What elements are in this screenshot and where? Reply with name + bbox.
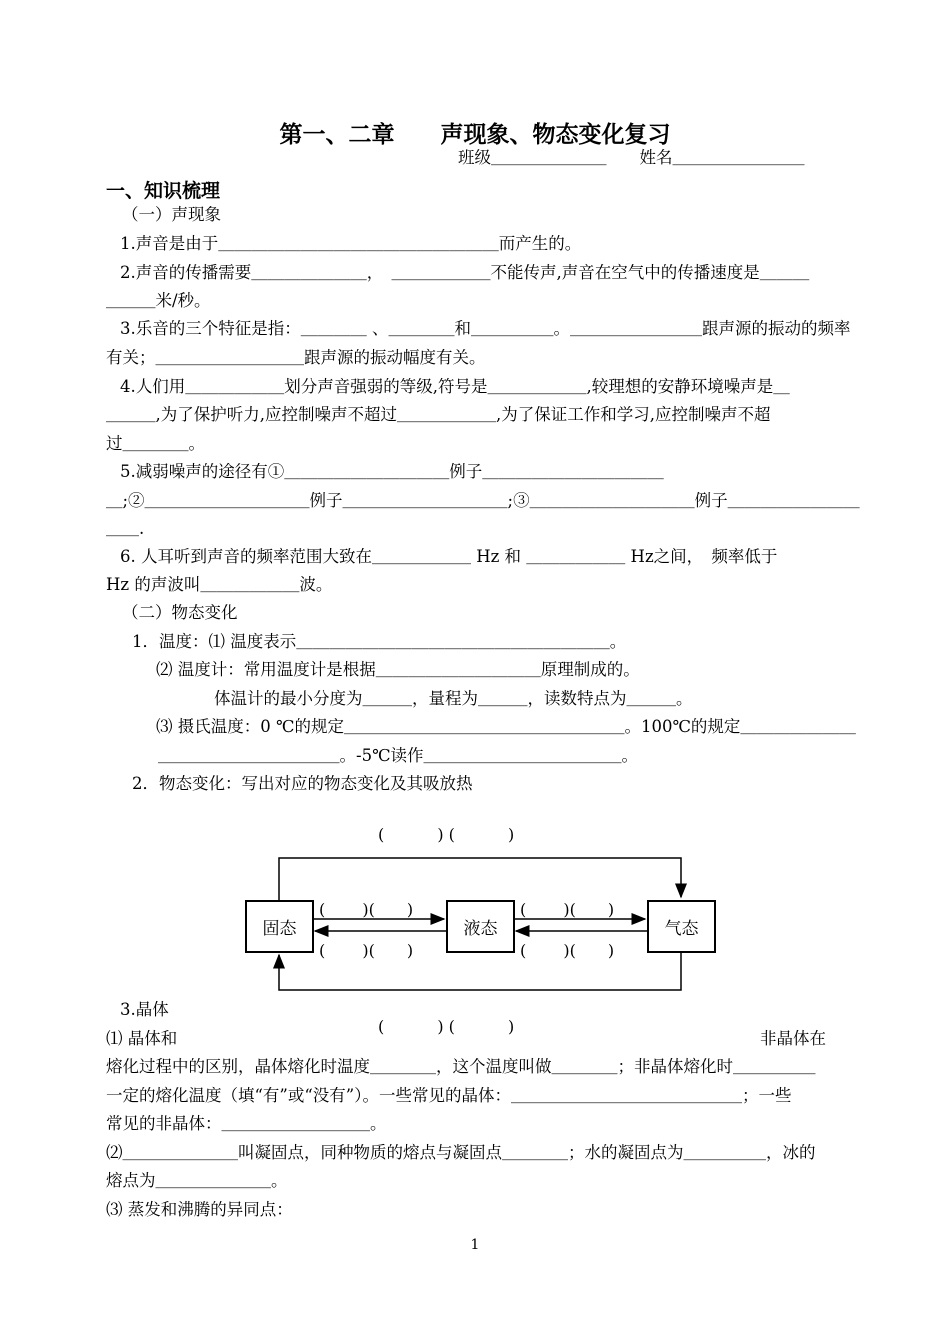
question-5-line3: ＿＿. <box>106 519 145 538</box>
crystal-line-4: 常见的非晶体：＿＿＿＿＿＿＿＿＿。 <box>106 1114 387 1133</box>
question-5-line1: 5.减弱噪声的途径有①＿＿＿＿＿＿＿＿＿＿例子＿＿＿＿＿＿＿＿＿＿＿ <box>120 462 664 481</box>
subsection-sound: （一）声现象 <box>122 205 221 224</box>
section-heading: 一、知识梳理 <box>106 180 221 202</box>
question-4-line3: 过＿＿＿＿。 <box>106 434 205 453</box>
page-title: 第一、二章 声现象、物态变化复习 <box>279 122 671 148</box>
temperature-1: 1．温度：⑴ 温度表示＿＿＿＿＿＿＿＿＿＿＿＿＿＿＿＿＿＿＿。 <box>132 632 627 651</box>
question-5-line2: ＿;②＿＿＿＿＿＿＿＿＿＿例子＿＿＿＿＿＿＿＿＿＿;③＿＿＿＿＿＿＿＿＿＿例子＿＿＿＿＿＿＿＿ <box>106 491 860 510</box>
crystal-line-2: 熔化过程中的区别，晶体熔化时温度＿＿＿＿，这个温度叫做＿＿＿＿；非晶体熔化时＿＿＿＿＿ <box>106 1057 816 1076</box>
blank-gas-to-solid: ( ) ( ) <box>378 1017 515 1036</box>
question-2-line1: 2.声音的传播需要＿＿＿＿＿＿＿， ＿＿＿＿＿＿不能传声,声音在空气中的传播速度是＿＿＿ <box>120 263 810 282</box>
question-1: 1.声音是由于＿＿＿＿＿＿＿＿＿＿＿＿＿＿＿＿＿而产生的。 <box>120 234 582 253</box>
crystal-line-5: ⑵＿＿＿＿＿＿＿叫凝固点，同种物质的熔点与凝固点＿＿＿＿；水的凝固点为＿＿＿＿＿，冰的 <box>106 1143 816 1162</box>
crystal-1-end: 非晶体在 <box>760 1029 826 1048</box>
question-2-line2: ＿＿＿米/秒。 <box>106 291 211 310</box>
temperature-2: ⑵ 温度计：常用温度计是根据＿＿＿＿＿＿＿＿＿＿原理制成的。 <box>156 660 640 679</box>
class-name-line: 班级＿＿＿＿＿＿＿ 姓名＿＿＿＿＿＿＿＿ <box>458 148 805 167</box>
crystal-line-7: ⑶ 蒸发和沸腾的异同点： <box>106 1200 293 1219</box>
question-6-line1: 6. 人耳听到声音的频率范围大致在＿＿＿＿＿＿ Hz 和 ＿＿＿＿＿＿ Hz之间， 频率低于 <box>120 547 778 566</box>
gas-state-box: 气态 <box>647 900 716 953</box>
arrow-solid-to-gas <box>279 858 681 900</box>
blank-liquid-to-gas: ( )( ) <box>520 900 615 919</box>
state-change-instruction: 2．物态变化：写出对应的物态变化及其吸放热 <box>132 774 473 793</box>
page-number: 1 <box>470 1237 480 1253</box>
question-4-line1: 4.人们用＿＿＿＿＿＿划分声音强弱的等级,符号是＿＿＿＿＿＿,较理想的安静环境噪声是＿ <box>120 377 790 396</box>
liquid-state-box: 液态 <box>446 900 515 953</box>
solid-state-box: 固态 <box>245 900 314 953</box>
crystal-1-start: ⑴ 晶体和 <box>106 1029 178 1048</box>
temperature-4-line2: ＿＿＿＿＿＿＿＿＿＿＿。-5℃读作＿＿＿＿＿＿＿＿＿＿＿＿。 <box>158 746 639 765</box>
crystal-heading: 3.晶体 <box>120 1000 169 1019</box>
question-3-line2: 有关；＿＿＿＿＿＿＿＿＿跟声源的振动幅度有关。 <box>106 348 486 367</box>
blank-solid-to-liquid: ( )( ) <box>319 900 414 919</box>
temperature-4-line1: ⑶ 摄氏温度：0 ℃的规定＿＿＿＿＿＿＿＿＿＿＿＿＿＿＿＿＿。100℃的规定＿＿＿＿＿＿＿ <box>156 717 856 736</box>
crystal-line-6: 熔点为＿＿＿＿＿＿＿。 <box>106 1171 288 1190</box>
blank-gas-to-liquid: ( )( ) <box>520 941 615 960</box>
question-4-line2: ＿＿＿,为了保护听力,应控制噪声不超过＿＿＿＿＿＿,为了保证工作和学习,应控制噪声不超 <box>106 405 771 424</box>
blank-liquid-to-solid: ( )( ) <box>319 941 414 960</box>
blank-solid-to-gas: ( ) ( ) <box>378 825 515 844</box>
temperature-3: 体温计的最小分度为＿＿＿，量程为＿＿＿，读数特点为＿＿＿。 <box>214 689 693 708</box>
question-3-line1: 3.乐音的三个特征是指：＿＿＿＿ 、＿＿＿＿和＿＿＿＿＿。＿＿＿＿＿＿＿＿跟声源的振动的频率 <box>120 319 851 338</box>
subsection-state-change: （二）物态变化 <box>122 603 238 622</box>
crystal-line-3: 一定的熔化温度（填“有”或“没有”）。一些常见的晶体：＿＿＿＿＿＿＿＿＿＿＿＿＿＿；一些 <box>106 1086 792 1105</box>
question-6-line2: Hz 的声波叫＿＿＿＿＿＿波。 <box>106 575 333 594</box>
